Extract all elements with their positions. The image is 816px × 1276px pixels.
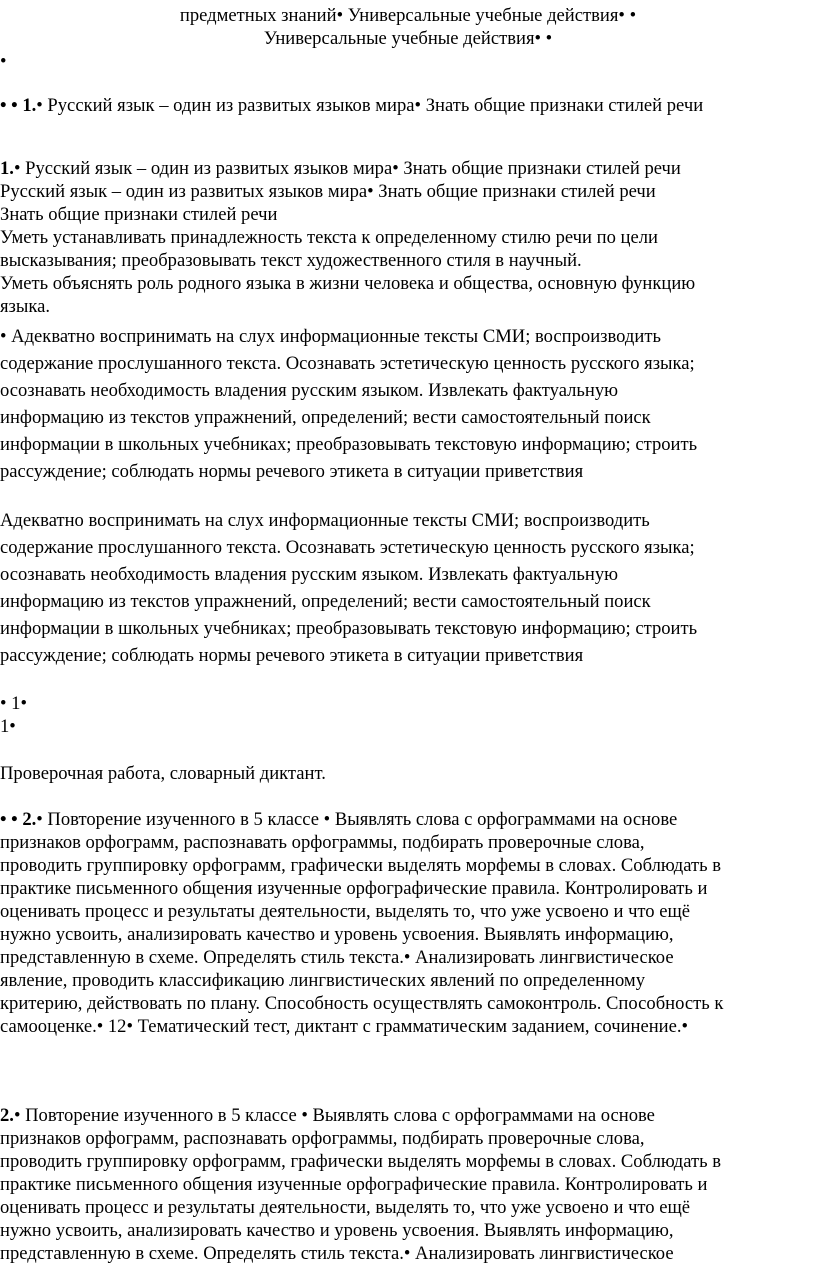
topic2-block-line: проводить группировку орфограмм, графически выделять морфемы в словах. Соблюдать в [0, 1151, 722, 1172]
topic1-line: Русский язык – один из развитых языков мира• Знать общие признаки стилей речи [0, 181, 656, 202]
lone-bullet: • [0, 51, 7, 72]
topic1-line: Уметь объяснять роль родного языка в жизни человека и общества, основную функцию [0, 273, 696, 294]
paragraph-line: информации в школьных учебниках; преобразовывать текстовую информацию; строить [0, 434, 698, 455]
topic1-heading-text: • Русский язык – один из развитых языков мира• Знать общие признаки стилей речи [36, 95, 704, 116]
topic2-block-line: признаков орфограмм, распознавать орфограммы, подбирать проверочные слова, [0, 1128, 645, 1149]
paragraph-line: информацию из текстов упражнений, определений; вести самостоятельный поиск [0, 591, 651, 612]
paragraph-line: содержание прослушанного текста. Осознавать эстетическую ценность русского языка; [0, 537, 695, 558]
topic2-line: • Повторение изученного в 5 классе • Выявлять слова с орфограммами на основе [36, 809, 678, 830]
perceive-plain-paragraph [0, 507, 816, 669]
topic2-block-line: нужно усвоить, анализировать качество и уровень усвоения. Выявлять информацию, [0, 1220, 674, 1241]
topic1-heading [0, 94, 816, 117]
paragraph-line: содержание прослушанного текста. Осознавать эстетическую ценность русского языка; [0, 353, 695, 374]
topic2-line: явление, проводить классификацию лингвистических явлений по определенному [0, 970, 645, 991]
topic2-line: представленную в схеме. Определять стиль текста.• Анализировать лингвистическое [0, 947, 674, 968]
topic1-line: языка. [0, 296, 51, 317]
topic1-block [0, 157, 816, 318]
topic2-block [0, 1104, 816, 1265]
topic2-line: оценивать процесс и результаты деятельности, выделять то, что уже усвоено и что ещё [0, 901, 691, 922]
topic1-line: Уметь устанавливать принадлежность текста к определенному стилю речи по цели [0, 227, 658, 248]
topic2-block-line: оценивать процесс и результаты деятельности, выделять то, что уже усвоено и что ещё [0, 1197, 691, 1218]
topic2-number: 2. [0, 1105, 14, 1126]
paragraph-line: осознавать необходимость владения русским языком. Извлекать фактуальную [0, 380, 619, 401]
paragraph-line: информации в школьных учебниках; преобразовывать текстовую информацию; строить [0, 618, 698, 639]
header-line-1: предметных знаний• Универсальные учебные действия• • [179, 5, 637, 26]
topic2-line: признаков орфограмм, распознавать орфограммы, подбирать проверочные слова, [0, 832, 645, 853]
header-block [0, 4, 816, 50]
topic1-line: высказывания; преобразовывать текст художественного стиля в научный. [0, 250, 582, 271]
paragraph-line: информацию из текстов упражнений, определений; вести самостоятельный поиск [0, 407, 651, 428]
paragraph-line: • Адекватно воспринимать на слух информационные тексты СМИ; воспроизводить [0, 326, 661, 347]
header-line-2: Универсальные учебные действия• • [263, 28, 553, 49]
topic1-heading-number: • • 1. [0, 95, 37, 116]
topic2-line: проводить группировку орфограмм, графически выделять морфемы в словах. Соблюдать в [0, 855, 722, 876]
hours-line-2: 1• [0, 716, 16, 737]
topic2-line: самооценке.• 12• Тематический тест, диктант с грамматическим заданием, сочинение.• [0, 1016, 689, 1037]
topic2-block-line: практике письменного общения изученные орфографические правила. Контролировать и [0, 1174, 708, 1195]
topic2-line: практике письменного общения изученные орфографические правила. Контролировать и [0, 878, 708, 899]
perceive-bullet-paragraph [0, 323, 816, 485]
paragraph-line: рассуждение; соблюдать нормы речевого этикета в ситуации приветствия [0, 461, 584, 482]
topic1-line: • Русский язык – один из развитых языков мира• Знать общие признаки стилей речи [13, 158, 681, 179]
topic2-heading [0, 808, 816, 1038]
control-form: Проверочная работа, словарный диктант. [0, 763, 326, 784]
topic2-block-line: представленную в схеме. Определять стиль текста.• Анализировать лингвистическое [0, 1243, 674, 1264]
topic1-number: 1. [0, 158, 14, 179]
topic1-line: Знать общие признаки стилей речи [0, 204, 278, 225]
topic2-line: критерию, действовать по плану. Способность осуществлять самоконтроль. Способность к [0, 993, 724, 1014]
paragraph-line: осознавать необходимость владения русским языком. Извлекать фактуальную [0, 564, 619, 585]
topic2-heading-number: • • 2. [0, 809, 37, 830]
paragraph-line: Адекватно воспринимать на слух информационные тексты СМИ; воспроизводить [0, 510, 650, 531]
topic2-block-line: • Повторение изученного в 5 классе • Выявлять слова с орфограммами на основе [13, 1105, 655, 1126]
hours-block [0, 692, 816, 738]
paragraph-line: рассуждение; соблюдать нормы речевого этикета в ситуации приветствия [0, 645, 584, 666]
topic2-line: нужно усвоить, анализировать качество и уровень усвоения. Выявлять информацию, [0, 924, 674, 945]
hours-line-1: • 1• [0, 693, 27, 714]
